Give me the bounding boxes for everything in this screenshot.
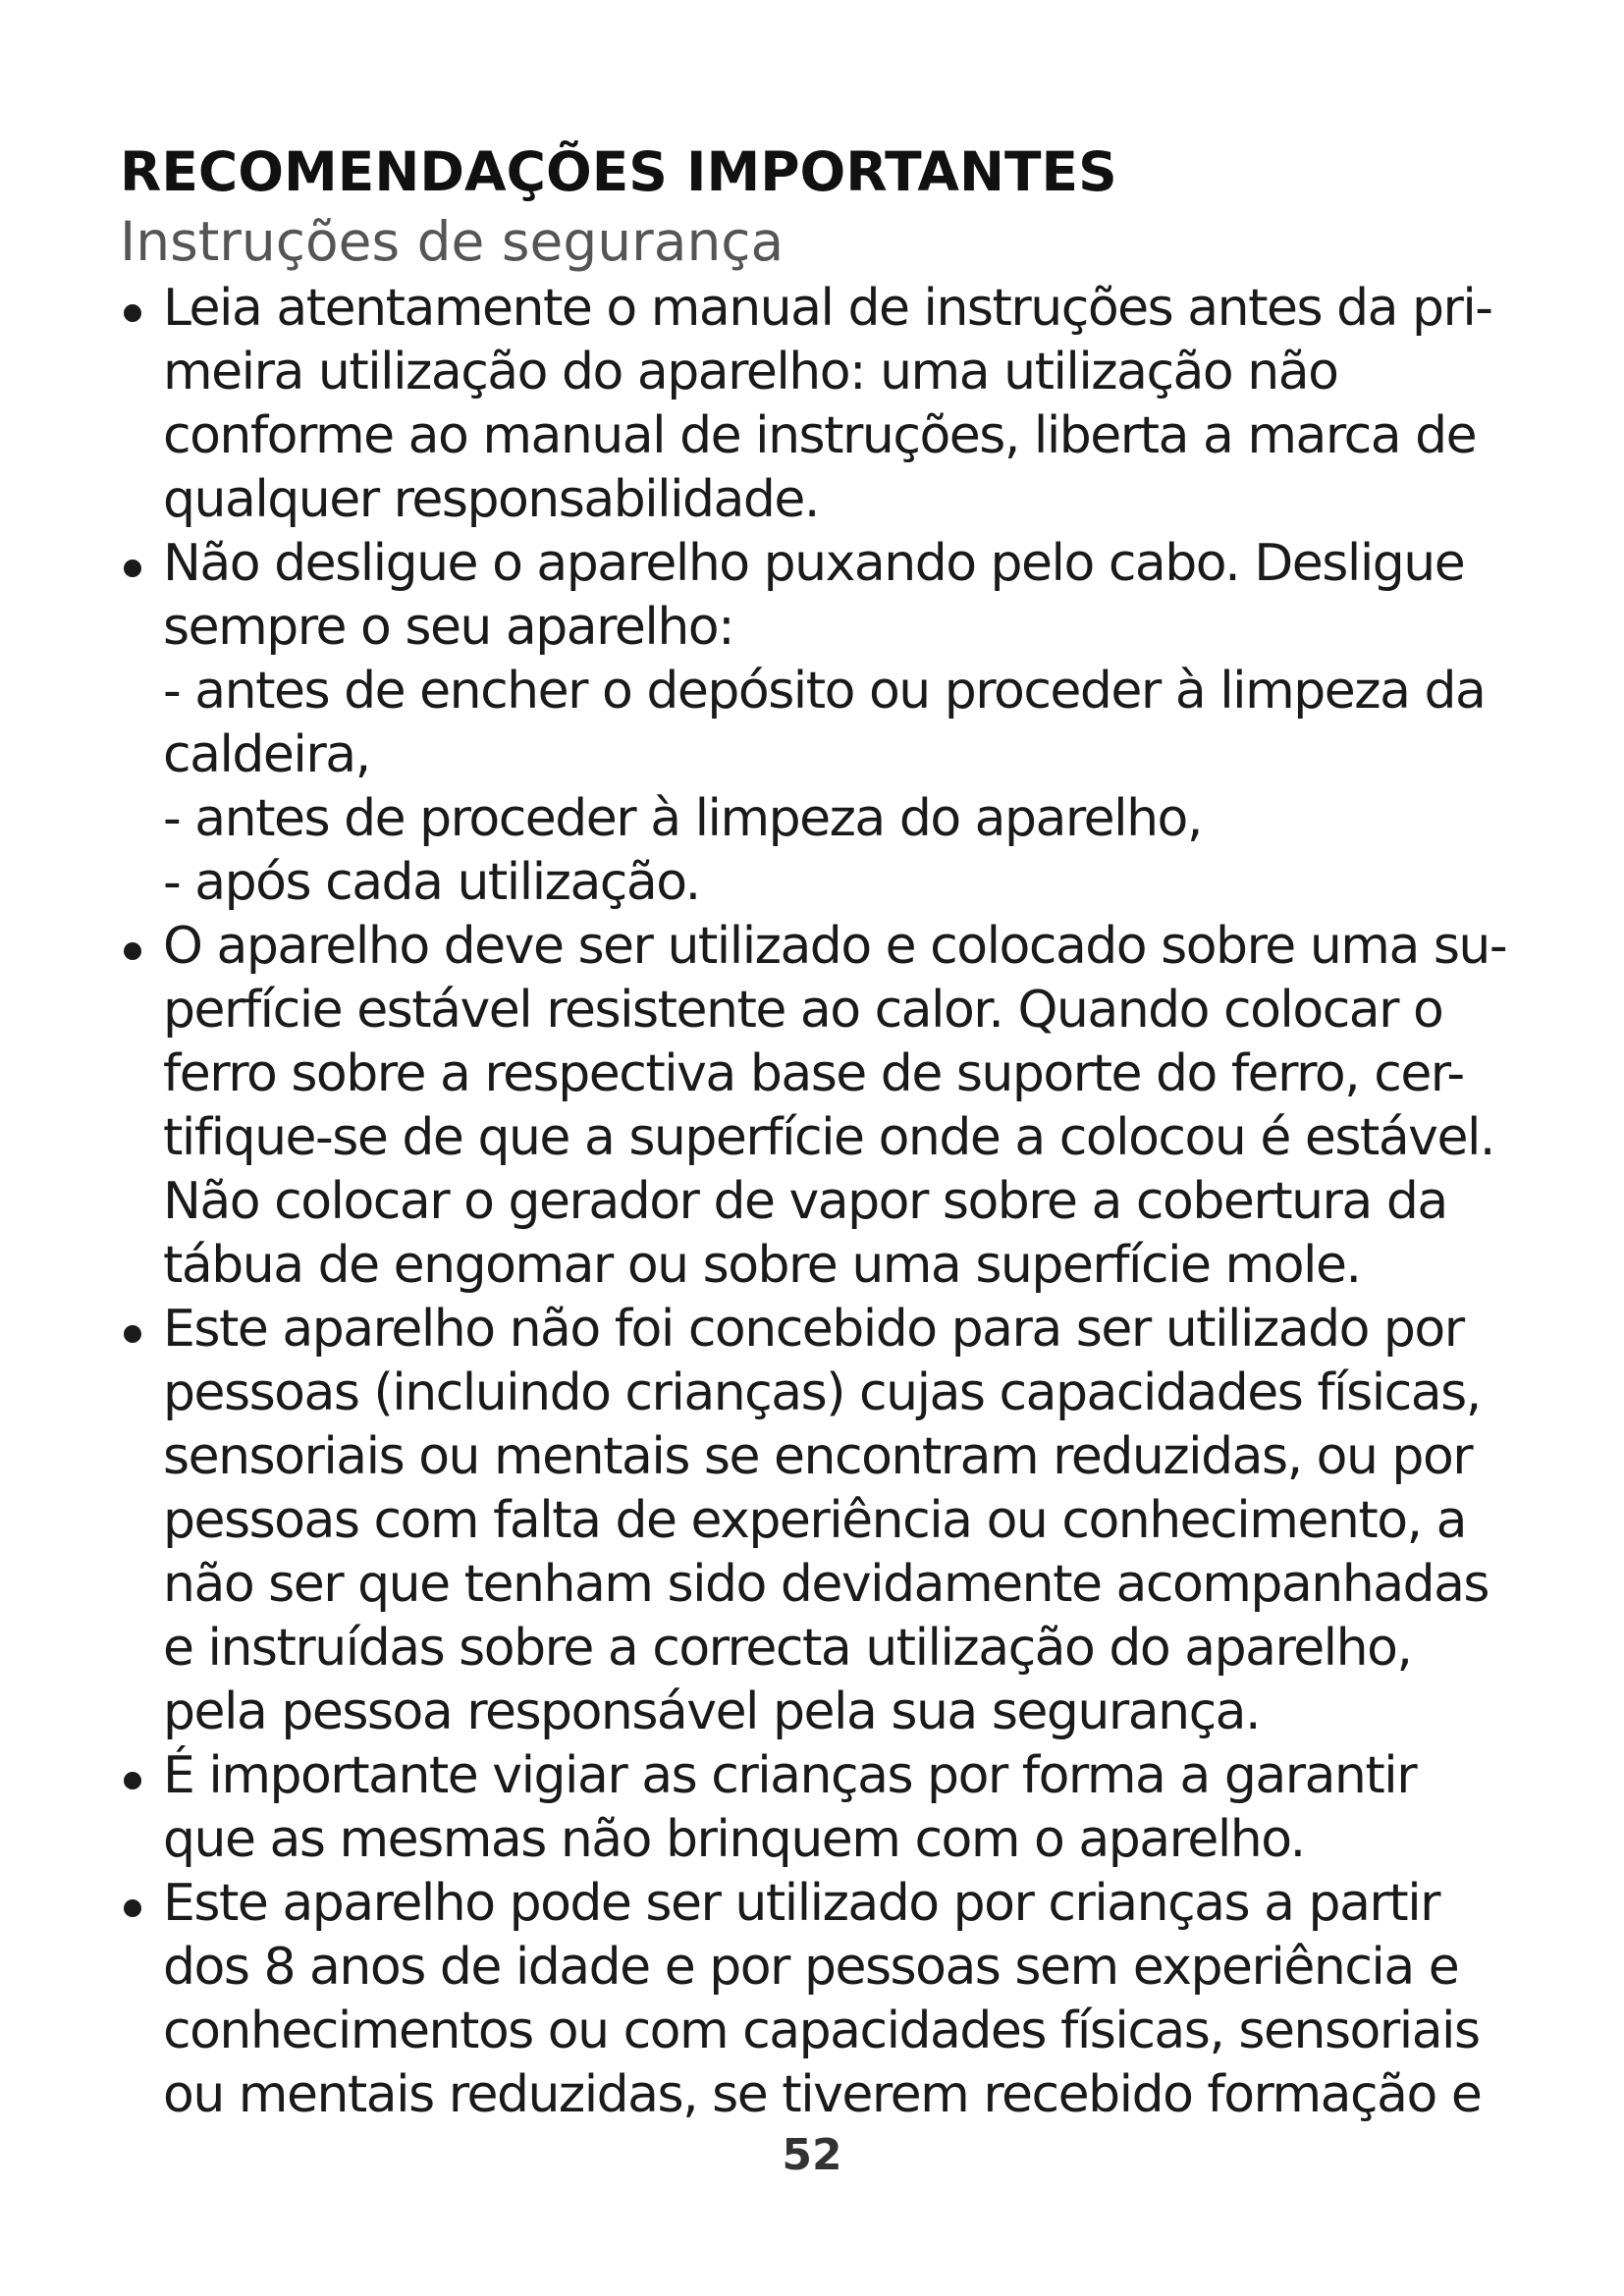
- list-item-line: ou mentais reduzidas, se tiverem recebido formação e: [163, 2065, 1482, 2124]
- bullet-icon: [124, 1772, 141, 1789]
- bullet-icon: [124, 1325, 141, 1343]
- list-item-line: dos 8 anos de idade e por pessoas sem experiência e: [163, 1938, 1459, 1997]
- list-item: [120, 532, 1553, 915]
- list-item: [120, 1298, 1553, 1744]
- list-item-line: qualquer responsabilidade.: [163, 470, 819, 529]
- list-item-line: perfície estável resistente ao calor. Quando colocar o: [163, 981, 1443, 1040]
- list-item-line: sensoriais ou mentais se encontram reduzidas, ou por: [163, 1427, 1473, 1486]
- list-item-line: que as mesmas não brinquem com o aparelho.: [163, 1810, 1305, 1869]
- list-item-line: ferro sobre a respectiva base de suporte do ferro, cer-: [163, 1044, 1464, 1103]
- page-content: [120, 137, 1553, 2127]
- list-item-line: não ser que tenham sido devidamente acompanhadas: [163, 1555, 1489, 1614]
- bullet-icon: [124, 560, 141, 577]
- list-item-line: meira utilização do aparelho: uma utilização não: [163, 343, 1338, 401]
- bullet-icon: [124, 304, 141, 322]
- list-item-line: caldeira,: [163, 725, 370, 784]
- section-subtitle: Instruções de segurança: [120, 210, 785, 273]
- list-item-line: conforme ao manual de instruções, liberta a marca de: [163, 406, 1477, 465]
- list-item-line: conhecimentos ou com capacidades físicas, sensoriais: [163, 2002, 1480, 2060]
- page-title: RECOMENDAÇÕES IMPORTANTES: [120, 140, 1117, 203]
- list-item-line: pessoas (incluindo crianças) cujas capacidades físicas,: [163, 1363, 1481, 1422]
- list-item-line: tábua de engomar ou sobre uma superfície mole.: [163, 1236, 1361, 1295]
- page-number: 52: [782, 2130, 842, 2180]
- list-item-line: Este aparelho não foi concebido para ser utilizado por: [163, 1300, 1464, 1359]
- list-item-line: Leia atentamente o manual de instruções antes da pri-: [163, 279, 1492, 338]
- list-item-line: É importante vigiar as crianças por forma a garantir: [163, 1746, 1417, 1805]
- instruction-list: [120, 277, 1553, 2127]
- list-item-line: e instruídas sobre a correcta utilização do aparelho,: [163, 1619, 1412, 1678]
- list-item: [120, 277, 1553, 532]
- list-item-line: Este aparelho pode ser utilizado por crianças a partir: [163, 1874, 1440, 1933]
- list-item-line: - antes de encher o depósito ou proceder à limpeza da: [163, 662, 1486, 721]
- list-item: [120, 1744, 1553, 1872]
- list-item: [120, 915, 1553, 1298]
- list-item-line: Não desligue o aparelho puxando pelo cabo. Desligue: [163, 534, 1465, 593]
- list-item-line: pela pessoa responsável pela sua segurança.: [163, 1682, 1261, 1741]
- list-item-line: pessoas com falta de experiência ou conhecimento, a: [163, 1491, 1466, 1550]
- list-item-line: - após cada utilização.: [163, 853, 700, 912]
- bullet-icon: [124, 1899, 141, 1917]
- list-item-line: Não colocar o gerador de vapor sobre a cobertura da: [163, 1172, 1447, 1231]
- list-item-line: O aparelho deve ser utilizado e colocado sobre uma su-: [163, 917, 1507, 976]
- list-item-line: - antes de proceder à limpeza do aparelho,: [163, 789, 1202, 848]
- bullet-icon: [124, 942, 141, 960]
- list-item-line: sempre o seu aparelho:: [163, 598, 734, 657]
- list-item-line: tifique-se de que a superfície onde a colocou é estável.: [163, 1108, 1494, 1167]
- list-item: [120, 1872, 1553, 2127]
